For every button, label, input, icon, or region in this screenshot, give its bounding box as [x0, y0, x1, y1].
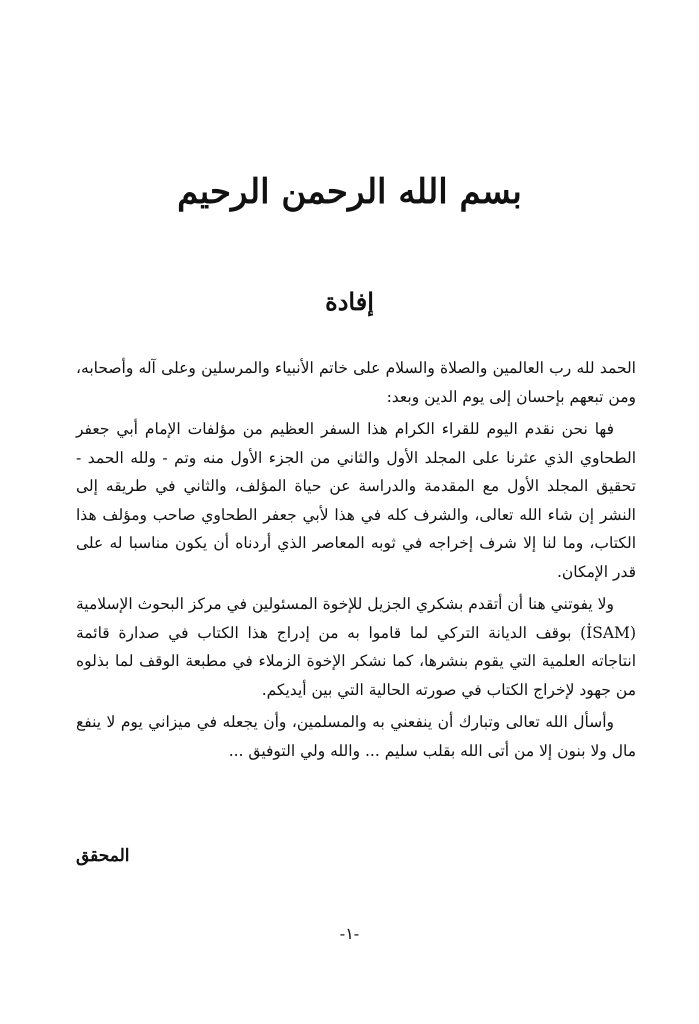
paragraph-introduction: فها نحن نقدم اليوم للقراء الكرام هذا السفر العظيم من مؤلفات الإمام أبي جعفر الطحاوي الذي عثرنا على المجلد الأول والثاني من الجزء الأول منه وتم - ولله الحمد - تحقيق المجلد الأول مع المقدمة والدراسة عن حياة المؤلف، والثاني في طريقه إلى النشر إن شاء الله تعالى، والشرف كله في هذا لأبي جعفر الطحاوي صاحب ومؤلف هذا الكتاب، وما لنا إلا شرف إخراجه في ثوبه المعاصر الذي أردناه أن يكون مناسبا له على قدر الإمكان. — [76, 420, 636, 581]
body-text — [76, 354, 636, 765]
basmala-heading: بسم الله الرحمن الرحيم — [177, 172, 522, 212]
paragraph-opening: الحمد لله رب العالمين والصلاة والسلام على خاتم الأنبياء والمرسلين وعلى آله وأصحابه، ومن تبعهم بإحسان إلى يوم الدين وبعد: — [76, 359, 636, 406]
paragraph-closing: وأسأل الله تعالى وتبارك أن ينفعني به والمسلمين، وأن يجعله في ميزاني يوم لا ينفع مال ولا بنون إلا من أتى الله بقلب سليم ... والله ولي التوفيق ... — [76, 713, 636, 760]
page-number: -١- — [339, 924, 360, 943]
paragraph-acknowledgement: ولا يفوتني هنا أن أتقدم بشكري الجزيل للإخوة المسئولين في مركز البحوث الإسلامية (İSAM) بوقف الديانة التركي لما قاموا به من إدراج هذا الكتاب في صدارة قائمة انتاجاته العلمية التي يقوم بنشرها، كما نشكر الإخوة الزملاء في مطبعة الوقف لما بذلوه من جهود لإخراج الكتاب في صورته الحالية التي بين أيديكم. — [76, 595, 636, 699]
author-signature: المحقق — [76, 846, 130, 866]
section-title: إفادة — [325, 287, 374, 316]
